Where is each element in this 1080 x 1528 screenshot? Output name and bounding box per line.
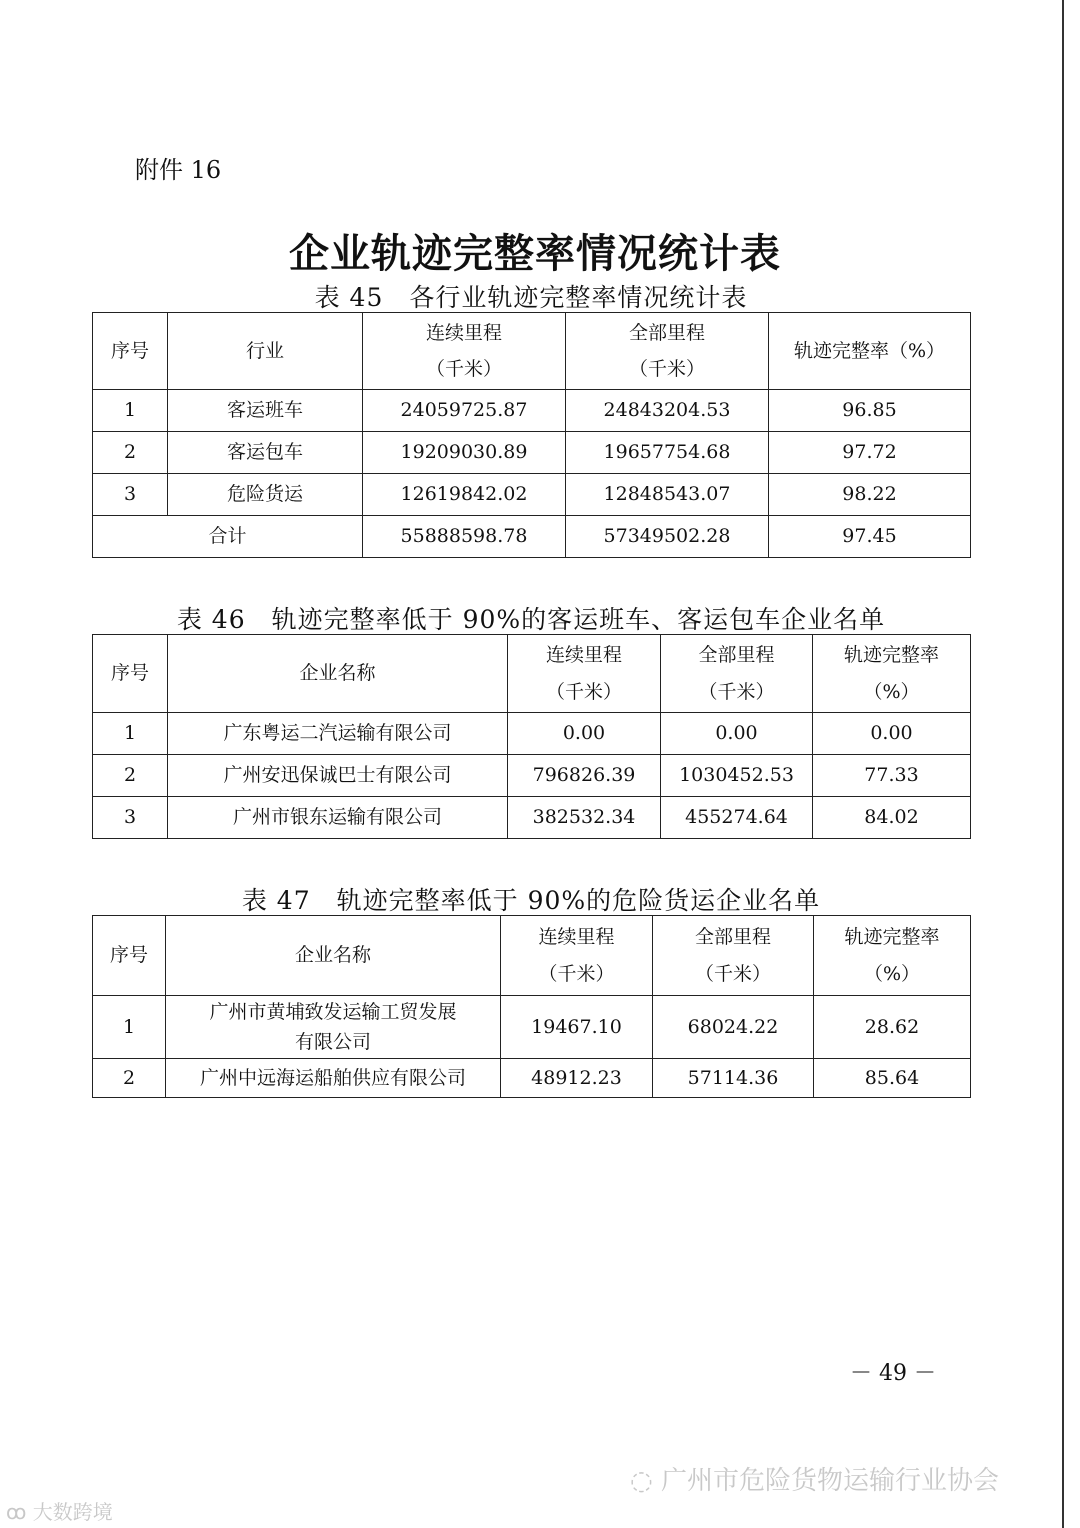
- table-row: 2 广州中远海运船舶供应有限公司 48912.23 57114.36 85.64: [93, 1059, 971, 1098]
- header-industry: 行业: [168, 313, 363, 390]
- table-row: 2 广州安迅保诚巴士有限公司 796826.39 1030452.53 77.33: [93, 755, 971, 797]
- header-company: 企业名称: [168, 635, 508, 713]
- header-total: 全部里程 （千米）: [661, 635, 813, 713]
- table45-caption: 表 45 各行业轨迹完整率情况统计表: [314, 283, 748, 312]
- header-index: 序号: [93, 635, 168, 713]
- table-46: [92, 634, 971, 839]
- table46-caption: 表 46 轨迹完整率低于 90%的客运班车、客运包车企业名单: [176, 605, 886, 634]
- page-number: － 49 －: [850, 1361, 936, 1386]
- header-company: 企业名称: [166, 916, 501, 996]
- table-row: 1 广东粤运二汽运输有限公司 0.00 0.00 0.00: [93, 713, 971, 755]
- header-index: 序号: [93, 916, 166, 996]
- watermark-brand: ꝏ 大数跨境: [6, 1500, 113, 1524]
- brand-logo-icon: ꝏ: [6, 1500, 33, 1524]
- header-total: 全部里程 （千米）: [566, 313, 769, 390]
- header-rate: 轨迹完整率（%）: [769, 313, 971, 390]
- table-row: 1 广州市黄埔致发运输工贸发展 有限公司 19467.10 68024.22 28.62: [93, 996, 971, 1059]
- table-row: 2 客运包车 19209030.89 19657754.68 97.72: [93, 432, 971, 474]
- wechat-icon: ◌: [630, 1466, 661, 1496]
- table-row: 3 危险货运 12619842.02 12848543.07 98.22: [93, 474, 971, 516]
- header-rate: 轨迹完整率 （%）: [814, 916, 971, 996]
- header-index: 序号: [93, 313, 168, 390]
- header-total: 全部里程 （千米）: [653, 916, 814, 996]
- table-45: [92, 312, 971, 558]
- watermark-association: ◌ 广州市危险货物运输行业协会: [630, 1466, 999, 1496]
- header-continuous: 连续里程 （千米）: [501, 916, 653, 996]
- table-47: [92, 915, 971, 1098]
- header-rate: 轨迹完整率 （%）: [813, 635, 971, 713]
- page-title: 企业轨迹完整率情况统计表: [289, 230, 781, 277]
- table-row: 1 客运班车 24059725.87 24843204.53 96.85: [93, 390, 971, 432]
- table-row: 3 广州市银东运输有限公司 382532.34 455274.64 84.02: [93, 797, 971, 839]
- table47-caption: 表 47 轨迹完整率低于 90%的危险货运企业名单: [241, 886, 821, 915]
- header-continuous: 连续里程 （千米）: [508, 635, 661, 713]
- total-row: 合计 55888598.78 57349502.28 97.45: [93, 516, 971, 558]
- attachment-label: 附件 16: [135, 156, 222, 184]
- header-continuous: 连续里程 （千米）: [363, 313, 566, 390]
